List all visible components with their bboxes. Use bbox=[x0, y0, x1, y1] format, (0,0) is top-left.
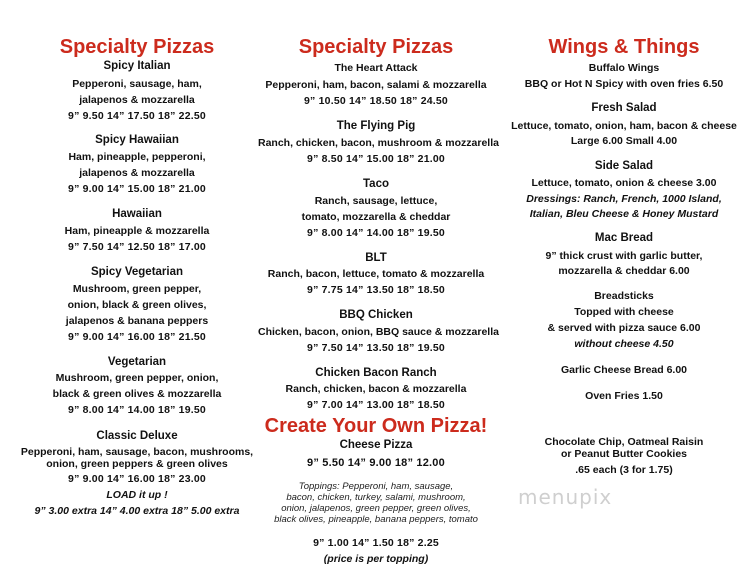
pizza-desc: Ranch, bacon, lettuce, tomato & mozzarella bbox=[267, 268, 485, 280]
pizza-prices: 9” 9.00 14” 16.00 18” 21.50 bbox=[68, 331, 206, 343]
breadsticks-without: without cheese 4.50 bbox=[574, 338, 674, 350]
side-salad-name: Side Salad bbox=[594, 160, 654, 172]
breadsticks-desc: Topped with cheese bbox=[574, 306, 674, 318]
pizza-name: Hawaiian bbox=[112, 208, 162, 220]
toppings-list: black olives, pineapple, banana peppers, tomato bbox=[274, 514, 478, 525]
wings-desc: BBQ or Hot N Spicy with oven fries 6.50 bbox=[524, 78, 724, 90]
pizza-desc: Pepperoni, sausage, ham, bbox=[72, 78, 202, 90]
section-header: Specialty Pizzas bbox=[59, 36, 215, 58]
cookies-desc: Chocolate Chip, Oatmeal Raisin bbox=[544, 436, 704, 448]
pizza-name: Taco bbox=[363, 178, 389, 190]
pizza-name: Classic Deluxe bbox=[96, 430, 178, 442]
oven-fries: Oven Fries 1.50 bbox=[585, 390, 663, 402]
pizza-desc: black & green olives & mozzarella bbox=[52, 388, 222, 400]
pizza-prices: 9” 7.75 14” 13.50 18” 18.50 bbox=[307, 284, 445, 296]
load-it-up-prices: 9” 3.00 extra 14” 4.00 extra 18” 5.00 extra bbox=[34, 505, 240, 517]
cheese-pizza-name: Cheese Pizza bbox=[339, 439, 413, 451]
pizza-name: Spicy Italian bbox=[103, 60, 171, 72]
pizza-desc: jalapenos & mozzarella bbox=[79, 94, 195, 106]
pizza-desc: jalapenos & mozzarella bbox=[79, 167, 195, 179]
pizza-prices: 9” 9.00 14” 16.00 18” 23.00 bbox=[68, 473, 206, 485]
fresh-salad-prices: Large 6.00 Small 4.00 bbox=[570, 135, 678, 147]
pizza-prices: 9” 7.50 14” 12.50 18” 17.00 bbox=[68, 241, 206, 253]
pizza-prices: 9” 8.00 14” 14.00 18” 19.50 bbox=[68, 404, 206, 416]
pizza-prices: 9” 7.50 14” 13.50 18” 19.50 bbox=[307, 342, 445, 354]
pizza-name: The Heart Attack bbox=[334, 62, 418, 74]
section-header: Wings & Things bbox=[548, 36, 700, 58]
cookies-price: .65 each (3 for 1.75) bbox=[575, 464, 673, 476]
dressings: Dressings: Ranch, French, 1000 Island, bbox=[526, 193, 722, 205]
pizza-desc: jalapenos & banana peppers bbox=[65, 315, 209, 327]
toppings-list: Toppings: Pepperoni, ham, sausage, bbox=[298, 481, 454, 492]
pizza-prices: 9” 10.50 14” 18.50 18” 24.50 bbox=[304, 95, 448, 107]
fresh-salad-name: Fresh Salad bbox=[591, 102, 657, 114]
pizza-prices: 9” 8.50 14” 15.00 18” 21.00 bbox=[307, 153, 445, 165]
pizza-desc: Chicken, bacon, onion, BBQ sauce & mozzarella bbox=[258, 326, 499, 338]
pizza-prices: 9” 8.00 14” 14.00 18” 19.50 bbox=[307, 227, 445, 239]
side-salad-desc: Lettuce, tomato, onion & cheese 3.00 bbox=[531, 177, 717, 189]
pizza-name: Chicken Bacon Ranch bbox=[315, 367, 437, 379]
pizza-desc: onion, black & green olives, bbox=[67, 299, 207, 311]
mac-bread-desc: 9” thick crust with garlic butter, bbox=[545, 250, 703, 262]
fresh-salad-desc: Lettuce, tomato, onion, ham, bacon & cheese bbox=[511, 120, 737, 132]
pizza-name: Vegetarian bbox=[107, 356, 167, 368]
pizza-prices: 9” 9.00 14” 15.00 18” 21.00 bbox=[68, 183, 206, 195]
wings-name: Buffalo Wings bbox=[588, 62, 660, 74]
dressings: Italian, Bleu Cheese & Honey Mustard bbox=[529, 208, 719, 220]
cookies-desc: or Peanut Butter Cookies bbox=[560, 448, 688, 460]
pizza-prices: 9” 7.00 14” 13.00 18” 18.50 bbox=[307, 399, 445, 411]
menupix-watermark: menupix bbox=[518, 485, 613, 509]
pizza-desc: Ranch, chicken, bacon, mushroom & mozzarella bbox=[258, 137, 499, 149]
garlic-cheese-bread: Garlic Cheese Bread 6.00 bbox=[560, 364, 688, 376]
pizza-name: BBQ Chicken bbox=[339, 309, 413, 321]
topping-note: (price is per topping) bbox=[323, 553, 429, 565]
pizza-desc: onion, green peppers & green olives bbox=[46, 458, 228, 470]
mac-bread-name: Mac Bread bbox=[594, 232, 654, 244]
pizza-name: Spicy Vegetarian bbox=[90, 266, 184, 278]
pizza-prices: 9” 9.50 14” 17.50 18” 22.50 bbox=[68, 110, 206, 122]
topping-prices: 9” 1.00 14” 1.50 18” 2.25 bbox=[313, 537, 439, 549]
pizza-name: The Flying Pig bbox=[336, 120, 416, 132]
mac-bread-desc: mozzarella & cheddar 6.00 bbox=[558, 265, 690, 277]
pizza-name: BLT bbox=[365, 252, 387, 264]
toppings-list: bacon, chicken, turkey, salami, mushroom, bbox=[286, 492, 466, 503]
section-header: Specialty Pizzas bbox=[298, 36, 454, 58]
pizza-desc: Ham, pineapple & mozzarella bbox=[64, 225, 210, 237]
pizza-desc: tomato, mozzarella & cheddar bbox=[301, 211, 451, 223]
pizza-desc: Pepperoni, ham, sausage, bacon, mushrooms, bbox=[20, 446, 254, 458]
pizza-desc: Mushroom, green pepper, onion, bbox=[55, 372, 219, 384]
pizza-desc: Pepperoni, ham, bacon, salami & mozzarella bbox=[265, 79, 487, 91]
pizza-desc: Ranch, chicken, bacon & mozzarella bbox=[285, 383, 467, 395]
cheese-pizza-prices: 9” 5.50 14” 9.00 18” 12.00 bbox=[307, 457, 445, 469]
pizza-desc: Ham, pineapple, pepperoni, bbox=[68, 151, 206, 163]
pizza-desc: Mushroom, green pepper, bbox=[72, 283, 202, 295]
breadsticks-name: Breadsticks bbox=[594, 290, 654, 302]
breadsticks-desc: & served with pizza sauce 6.00 bbox=[547, 322, 701, 334]
create-your-own-header: Create Your Own Pizza! bbox=[264, 415, 488, 437]
toppings-list: onion, jalapenos, green pepper, green olives, bbox=[281, 503, 471, 514]
load-it-up: LOAD it up ! bbox=[106, 489, 168, 501]
pizza-desc: Ranch, sausage, lettuce, bbox=[314, 195, 438, 207]
pizza-name: Spicy Hawaiian bbox=[95, 134, 179, 146]
